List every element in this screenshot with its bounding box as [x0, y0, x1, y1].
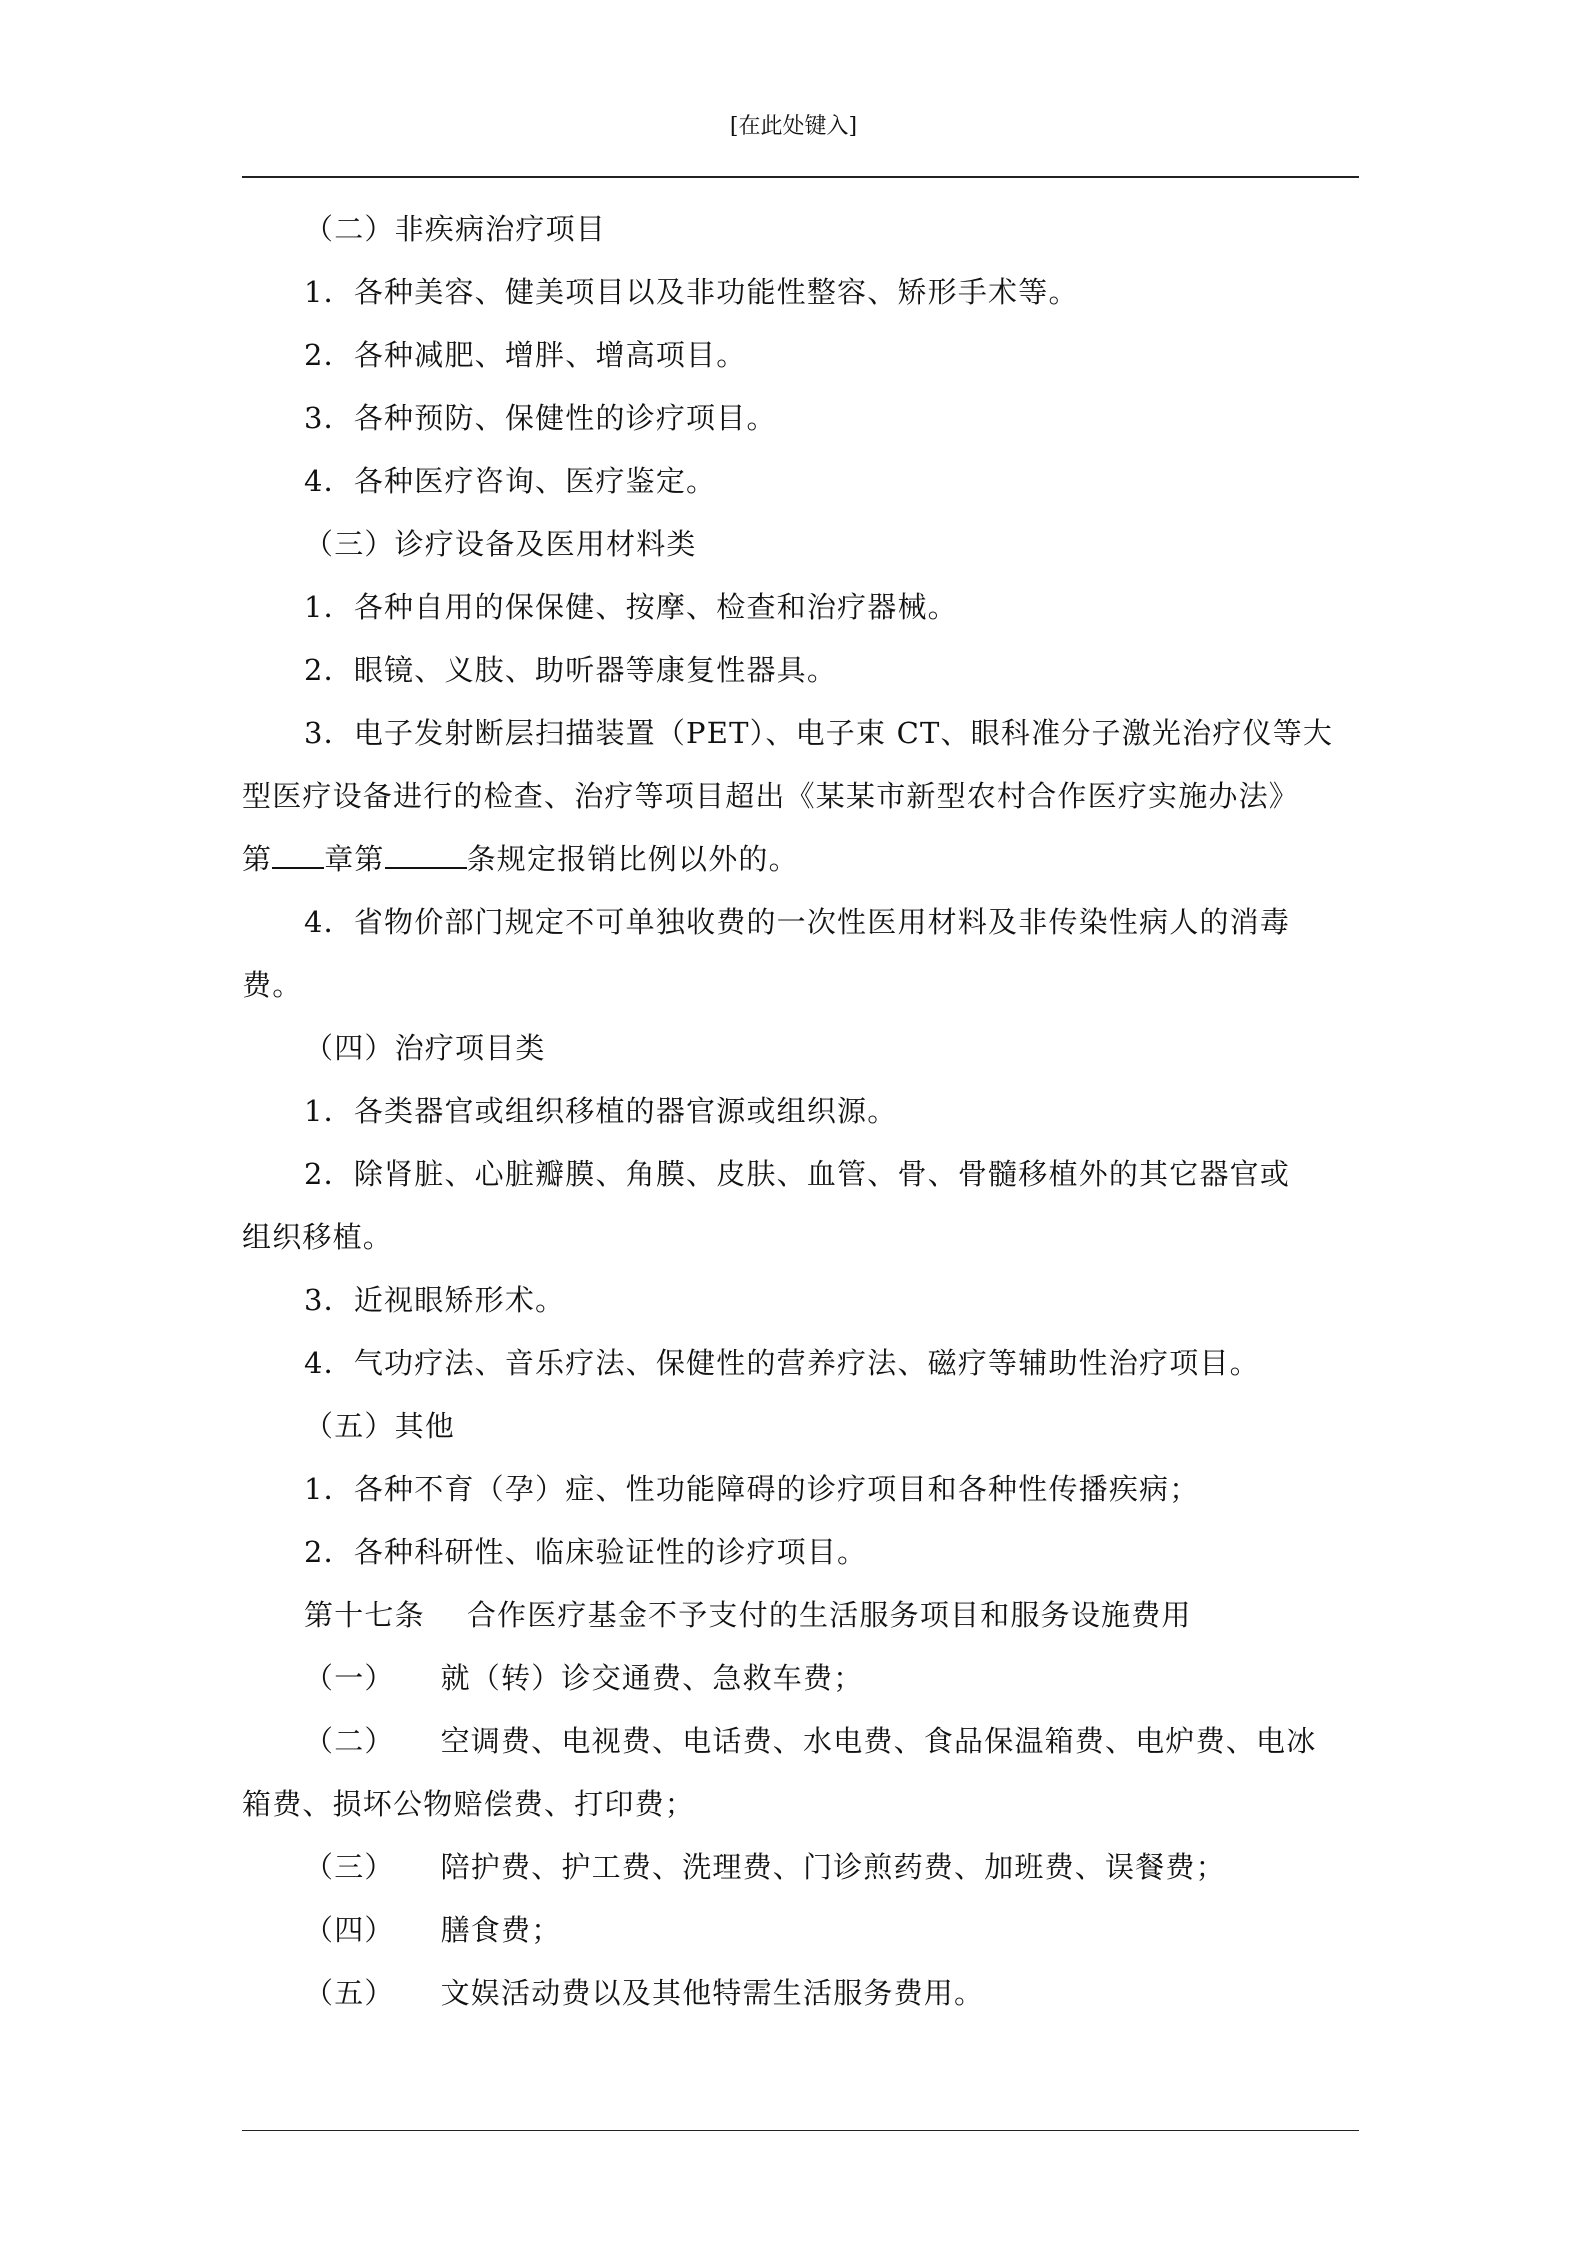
list-item-continued: 型医疗设备进行的检查、治疗等项目超出《某某市新型农村合作医疗实施办法》 — [242, 779, 1300, 813]
list-item: 2．各种科研性、临床验证性的诊疗项目。 — [304, 1535, 868, 1569]
list-item: 2．眼镜、义肢、助听器等康复性器具。 — [304, 653, 838, 687]
list-item: 2．除肾脏、心脏瓣膜、角膜、皮肤、血管、骨、骨髓移植外的其它器官或 — [304, 1157, 1291, 1191]
text-fragment: 条规定报销比例以外的。 — [466, 842, 799, 876]
text-fragment: 第 — [242, 842, 273, 876]
list-marker: （二） — [304, 1724, 395, 1758]
article-number: 第十七条 — [304, 1598, 425, 1632]
footer-rule — [242, 2130, 1359, 2131]
list-item-continued — [242, 828, 1359, 891]
header-rule — [242, 176, 1359, 178]
list-item — [242, 1899, 1359, 1962]
list-marker: （四） — [304, 1913, 395, 1947]
list-item: 3．电子发射断层扫描装置（PET）、电子束 CT、眼科准分子激光治疗仪等大 — [304, 716, 1334, 750]
list-item — [242, 1836, 1359, 1899]
list-item-continued: 组织移植。 — [242, 1220, 394, 1254]
page-header-text: [在此处键入] — [729, 114, 858, 139]
list-item: 2．各种减肥、增胖、增高项目。 — [304, 338, 747, 372]
list-item — [242, 1647, 1359, 1710]
list-item: 4．气功疗法、音乐疗法、保健性的营养疗法、磁疗等辅助性治疗项目。 — [304, 1346, 1260, 1380]
list-text: 陪护费、护工费、洗理费、门诊煎药费、加班费、误餐费； — [440, 1850, 1226, 1884]
list-text: 就（转）诊交通费、急救车费； — [440, 1661, 864, 1695]
list-marker: （三） — [304, 1850, 395, 1884]
list-text: 膳食费； — [440, 1913, 562, 1947]
list-item: 4．各种医疗咨询、医疗鉴定。 — [304, 464, 717, 498]
article-title: 合作医疗基金不予支付的生活服务项目和服务设施费用 — [466, 1598, 1192, 1632]
list-item — [242, 1710, 1359, 1773]
list-text: 空调费、电视费、电话费、水电费、食品保温箱费、电炉费、电冰 — [440, 1724, 1317, 1758]
fill-in-blank-article — [385, 843, 467, 869]
section-heading-5: （五）其他 — [304, 1409, 456, 1443]
list-item: 1．各种美容、健美项目以及非功能性整容、矫形手术等。 — [304, 275, 1079, 309]
list-item-continued: 费。 — [242, 968, 303, 1002]
article-17-heading — [242, 1584, 1359, 1647]
section-heading-2: （二）非疾病治疗项目 — [304, 212, 607, 246]
list-item: 1．各类器官或组织移植的器官源或组织源。 — [304, 1094, 898, 1128]
list-item — [242, 1962, 1359, 2025]
list-marker: （一） — [304, 1661, 395, 1695]
list-item: 3．各种预防、保健性的诊疗项目。 — [304, 401, 777, 435]
list-text: 文娱活动费以及其他特需生活服务费用。 — [440, 1976, 985, 2010]
list-item: 3．近视眼矫形术。 — [304, 1283, 566, 1317]
section-heading-3: （三）诊疗设备及医用材料类 — [304, 527, 697, 561]
list-marker: （五） — [304, 1976, 395, 2010]
list-item: 4．省物价部门规定不可单独收费的一次性医用材料及非传染性病人的消毒 — [304, 905, 1291, 939]
document-body — [242, 198, 1359, 2025]
list-item: 1．各种自用的保保健、按摩、检查和治疗器械。 — [304, 590, 958, 624]
list-item-continued: 箱费、损坏公物赔偿费、打印费； — [242, 1787, 696, 1821]
list-item: 1．各种不育（孕）症、性功能障碍的诊疗项目和各种性传播疾病； — [304, 1472, 1200, 1506]
fill-in-blank-chapter — [272, 843, 324, 869]
text-fragment: 章第 — [324, 842, 385, 876]
section-heading-4: （四）治疗项目类 — [304, 1031, 546, 1065]
